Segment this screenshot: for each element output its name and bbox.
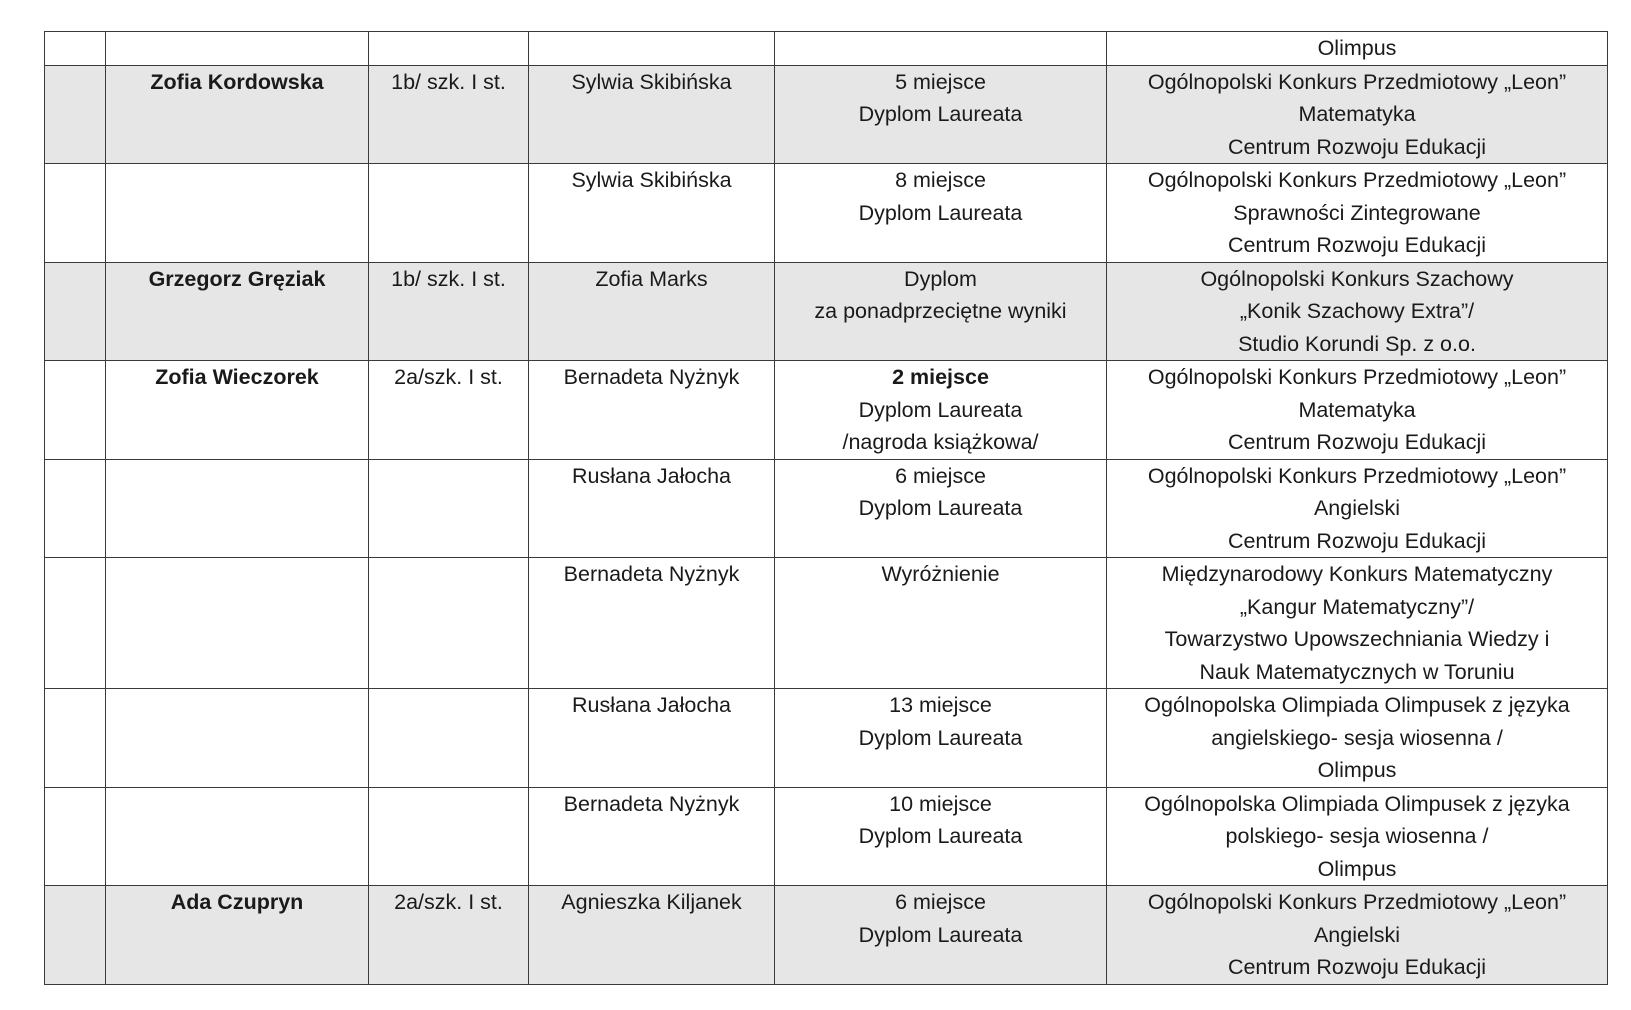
teacher-cell bbox=[529, 558, 775, 689]
result-line: Dyplom Laureata bbox=[858, 200, 1023, 225]
result-cell bbox=[775, 886, 1107, 985]
teacher-cell-text: Zofia Marks bbox=[595, 266, 708, 291]
teacher-cell-text: Bernadeta Nyżnyk bbox=[563, 562, 740, 586]
student-name-cell bbox=[106, 361, 369, 460]
lp-cell bbox=[45, 65, 106, 164]
table-row bbox=[45, 886, 1608, 985]
lp-cell bbox=[45, 558, 106, 689]
result-line: Dyplom Laureata bbox=[858, 496, 1023, 520]
contest-line: polskiego- sesja wiosenna / bbox=[1225, 824, 1489, 848]
result-line: 10 miejsce bbox=[889, 791, 992, 816]
contest-cell bbox=[1107, 787, 1608, 886]
teacher-cell-text: Rusłana Jałocha bbox=[572, 463, 731, 488]
contest-line: Centrum Rozwoju Edukacji bbox=[1227, 430, 1487, 454]
contest-line: Angielski bbox=[1313, 496, 1401, 520]
result-line: Dyplom Laureata bbox=[858, 725, 1023, 750]
lp-cell bbox=[45, 886, 106, 985]
contest-cell bbox=[1107, 65, 1608, 164]
contest-line: Towarzystwo Upowszechniania Wiedzy i bbox=[1164, 627, 1550, 651]
table-row bbox=[45, 459, 1608, 558]
contest-line: Centrum Rozwoju Edukacji bbox=[1227, 134, 1487, 159]
contest-cell bbox=[1107, 886, 1608, 985]
result-cell bbox=[775, 787, 1107, 886]
contest-line: Ogólnopolski Konkurs Przedmiotowy „Leon” bbox=[1147, 69, 1567, 94]
student-name-cell bbox=[106, 886, 369, 985]
lp-cell bbox=[45, 689, 106, 788]
class-cell bbox=[369, 689, 529, 788]
teacher-cell bbox=[529, 886, 775, 985]
student-name-cell bbox=[106, 164, 369, 263]
result-line: Dyplom bbox=[904, 266, 977, 291]
contest-line: Ogólnopolski Konkurs Przedmiotowy „Leon” bbox=[1147, 890, 1567, 914]
lp-cell bbox=[45, 164, 106, 263]
table-row bbox=[45, 558, 1608, 689]
result-line: /nagroda książkowa/ bbox=[842, 430, 1039, 454]
class-cell-text: 2a/szk. I st. bbox=[394, 365, 503, 389]
contest-line: Centrum Rozwoju Edukacji bbox=[1227, 955, 1487, 979]
lp-cell bbox=[45, 361, 106, 460]
student-name-cell bbox=[106, 689, 369, 788]
result-cell bbox=[775, 558, 1107, 689]
class-cell bbox=[369, 787, 529, 886]
student-name-cell bbox=[106, 65, 369, 164]
class-cell bbox=[369, 886, 529, 985]
contest-line: Ogólnopolski Konkurs Szachowy bbox=[1200, 266, 1514, 291]
contest-line: Ogólnopolski Konkurs Przedmiotowy „Leon” bbox=[1147, 463, 1567, 488]
contest-cell bbox=[1107, 689, 1608, 788]
contest-line: Ogólnopolska Olimpiada Olimpusek z języka bbox=[1144, 693, 1570, 717]
contest-cell bbox=[1107, 262, 1608, 361]
contest-line: Matematyka bbox=[1298, 102, 1416, 126]
contest-line: Ogólnopolski Konkurs Przedmiotowy „Leon” bbox=[1147, 168, 1567, 192]
class-cell-text: 1b/ szk. I st. bbox=[391, 266, 506, 291]
table-row bbox=[45, 689, 1608, 788]
contest-cell bbox=[1107, 459, 1608, 558]
class-cell-text: 1b/ szk. I st. bbox=[391, 69, 506, 94]
result-cell bbox=[775, 262, 1107, 361]
lp-cell bbox=[45, 787, 106, 886]
results-table bbox=[44, 31, 1608, 985]
class-cell bbox=[369, 32, 529, 66]
lp-cell bbox=[45, 262, 106, 361]
result-line: za ponadprzeciętne wyniki bbox=[814, 299, 1067, 323]
result-place-text: 2 miejsce bbox=[892, 365, 989, 389]
teacher-cell-text: Sylwia Skibińska bbox=[571, 69, 732, 94]
contest-line: Angielski bbox=[1313, 922, 1401, 947]
contest-line: Olimpus bbox=[1317, 758, 1397, 782]
result-cell bbox=[775, 361, 1107, 460]
student-name-cell-text: Grzegorz Gręziak bbox=[148, 266, 326, 291]
class-cell bbox=[369, 262, 529, 361]
contest-line: Nauk Matematycznych w Toruniu bbox=[1199, 659, 1515, 684]
teacher-cell bbox=[529, 361, 775, 460]
teacher-cell bbox=[529, 262, 775, 361]
result-line: 13 miejsce bbox=[889, 693, 992, 717]
table-row bbox=[45, 32, 1608, 66]
result-line: 6 miejsce bbox=[895, 463, 986, 488]
contest-line: Międzynarodowy Konkurs Matematyczny bbox=[1161, 562, 1553, 586]
student-name-cell-text: Zofia Kordowska bbox=[150, 69, 324, 94]
teacher-cell-text: Bernadeta Nyżnyk bbox=[563, 365, 740, 389]
contest-line: Studio Korundi Sp. z o.o. bbox=[1238, 331, 1476, 356]
contest-cell bbox=[1107, 361, 1608, 460]
class-cell bbox=[369, 361, 529, 460]
teacher-cell-text: Sylwia Skibińska bbox=[571, 168, 732, 192]
class-cell-text: 2a/szk. I st. bbox=[394, 890, 503, 914]
class-cell bbox=[369, 164, 529, 263]
teacher-cell-text: Rusłana Jałocha bbox=[572, 693, 731, 717]
student-name-cell-text: Ada Czupryn bbox=[170, 890, 304, 914]
teacher-cell bbox=[529, 164, 775, 263]
result-cell bbox=[775, 689, 1107, 788]
table-row bbox=[45, 65, 1608, 164]
teacher-cell bbox=[529, 32, 775, 66]
lp-cell bbox=[45, 32, 106, 66]
result-line: Dyplom Laureata bbox=[858, 922, 1023, 947]
contest-cell bbox=[1107, 558, 1608, 689]
teacher-cell bbox=[529, 689, 775, 788]
table-row bbox=[45, 262, 1608, 361]
contest-line: Olimpus bbox=[1317, 856, 1397, 881]
contest-line: Centrum Rozwoju Edukacji bbox=[1227, 233, 1487, 257]
result-line: Dyplom Laureata bbox=[858, 102, 1023, 126]
contest-cell bbox=[1107, 164, 1608, 263]
teacher-cell bbox=[529, 459, 775, 558]
student-name-cell-text: Zofia Wieczorek bbox=[155, 365, 319, 389]
result-cell bbox=[775, 65, 1107, 164]
result-cell bbox=[775, 32, 1107, 66]
teacher-cell-text: Bernadeta Nyżnyk bbox=[563, 791, 740, 816]
lp-cell bbox=[45, 459, 106, 558]
result-line: Dyplom Laureata bbox=[858, 824, 1023, 848]
table-row bbox=[45, 361, 1608, 460]
student-name-cell bbox=[106, 262, 369, 361]
contest-line: „Konik Szachowy Extra”/ bbox=[1239, 299, 1475, 323]
contest-line: angielskiego- sesja wiosenna / bbox=[1211, 725, 1503, 750]
table-row bbox=[45, 787, 1608, 886]
result-line: Dyplom Laureata bbox=[858, 397, 1023, 422]
teacher-cell bbox=[529, 65, 775, 164]
contest-line: Ogólnopolska Olimpiada Olimpusek z języka bbox=[1144, 791, 1570, 816]
student-name-cell bbox=[106, 787, 369, 886]
student-name-cell bbox=[106, 459, 369, 558]
contest-cell bbox=[1107, 32, 1608, 66]
student-name-cell bbox=[106, 32, 369, 66]
class-cell bbox=[369, 65, 529, 164]
result-cell bbox=[775, 459, 1107, 558]
contest-line: „Kangur Matematyczny”/ bbox=[1239, 594, 1475, 619]
result-line: Wyróżnienie bbox=[881, 562, 1000, 586]
result-line: 8 miejsce bbox=[895, 168, 986, 192]
contest-line: Centrum Rozwoju Edukacji bbox=[1227, 528, 1487, 553]
contest-line: Olimpus bbox=[1317, 36, 1397, 60]
student-name-cell bbox=[106, 558, 369, 689]
contest-line: Sprawności Zintegrowane bbox=[1233, 200, 1481, 225]
result-cell bbox=[775, 164, 1107, 263]
teacher-cell bbox=[529, 787, 775, 886]
result-line: 5 miejsce bbox=[895, 69, 986, 94]
class-cell bbox=[369, 459, 529, 558]
class-cell bbox=[369, 558, 529, 689]
contest-line: Matematyka bbox=[1298, 397, 1416, 422]
results-table-body bbox=[45, 32, 1608, 985]
result-line: 6 miejsce bbox=[895, 890, 986, 914]
teacher-cell-text: Agnieszka Kiljanek bbox=[561, 890, 742, 914]
table-row bbox=[45, 164, 1608, 263]
contest-line: Ogólnopolski Konkurs Przedmiotowy „Leon” bbox=[1147, 365, 1567, 389]
